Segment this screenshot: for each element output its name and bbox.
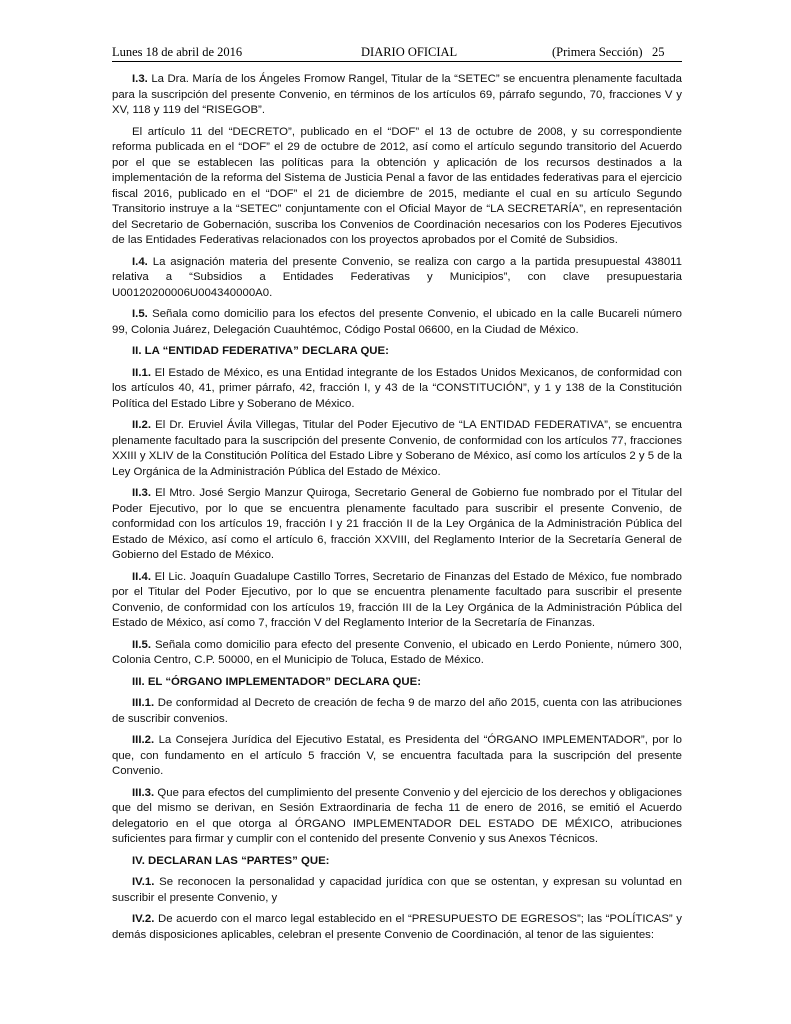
header-date: Lunes 18 de abril de 2016 bbox=[112, 45, 243, 59]
paragraph-label: I.4. bbox=[132, 255, 148, 268]
page-header bbox=[112, 42, 682, 62]
paragraph-iii-3 bbox=[112, 786, 682, 848]
paragraph-text: De conformidad al Decreto de creación de fecha 9 de marzo del año 2015, cuenta con las atribuciones de suscribir convenios. bbox=[112, 697, 682, 725]
paragraph-label: III.2. bbox=[132, 734, 155, 746]
paragraph-text: El Dr. Eruviel Ávila Villegas, Titular del Poder Ejecutivo de “LA ENTIDAD FEDERATIVA”, se encuentra plenamente facultado para la suscripción del presente Convenio, de conformidad con los artículos 77, fracciones XXIII y XLIV de la Constitución Política del Estado Libre y Soberano de México, así como los artículos 2 y 5 de la Ley Orgánica de la Administración Pública del Estado de México. bbox=[112, 419, 683, 478]
paragraph-ii-3 bbox=[112, 486, 682, 564]
paragraph-text: El Mtro. José Sergio Manzur Quiroga, Secretario General de Gobierno fue nombrado por el Titular del Poder Ejecutivo, por lo que se encuentra plenamente facultado para suscribir el presente Convenio, de conformidad con los artículos 19, fracción I y 21 fracción II de la Ley Orgánica de la Administración Pública del Estado de México, así como el artículo 6, fracción XXVIII, del Reglamento Interior de la Secretaría General de Gobierno del Estado de México. bbox=[112, 487, 682, 561]
paragraph-label: III.1. bbox=[132, 697, 155, 709]
paragraph-text: Que para efectos del cumplimiento del presente Convenio y del ejercicio de los derechos y obligaciones que del mismo se derivan, en Sesión Extraordinaria de fecha 11 de enero de 2016, se emitió el Acuerdo delegatorio en el que otorga al ÓRGANO IMPLEMENTADOR DEL ESTADO DE MÉXICO, atribuciones suficientes para firmar y cumplir con el contenido del presente Convenio y sus Anexos Técnicos. bbox=[112, 786, 682, 845]
paragraph-label: III.3. bbox=[132, 786, 155, 799]
paragraph-iii-1 bbox=[112, 696, 682, 727]
paragraph-ii-1 bbox=[112, 366, 682, 413]
paragraph-label: I.3. bbox=[132, 73, 148, 85]
paragraph-label: II.2. bbox=[132, 419, 151, 431]
paragraph-label: II.5. bbox=[132, 638, 151, 651]
paragraph-text: Señala como domicilio para los efectos del presente Convenio, el ubicado en la calle Bucareli número 99, Colonia Juárez, Delegación Cuauhtémoc, Código Postal 06600, en la Ciudad de México. bbox=[112, 308, 682, 336]
paragraph-label: IV.2. bbox=[132, 913, 155, 925]
paragraph-i-5 bbox=[112, 307, 682, 338]
header-page-number: 25 bbox=[652, 45, 665, 59]
paragraph-text: La Consejera Jurídica del Ejecutivo Estatal, es Presidenta del “ÓRGANO IMPLEMENTADOR”, por lo que, con fundamento en el artículo 5 fracción V, se encuentra facultada para la suscripción del presente Convenio. bbox=[112, 734, 682, 777]
section-heading-iii: III. EL “ÓRGANO IMPLEMENTADOR” DECLARA QUE: bbox=[132, 675, 421, 688]
paragraph-ii-2 bbox=[112, 418, 682, 480]
paragraph-text: La asignación materia del presente Convenio, se realiza con cargo a la partida presupuestal 438011 relativa a “Subsidios a Entidades Federativas y Municipios”, con clave presupuestaria U00120200006U004340000A0. bbox=[112, 255, 682, 299]
paragraph-text: El Lic. Joaquín Guadalupe Castillo Torres, Secretario de Finanzas del Estado de México, fue nombrado por el Titular del Poder Ejecutivo, por lo que se encuentra plenamente facultado para suscribir el presente Convenio, de conformidad con los artículos 19, fracción III de la Ley Orgánica de la Administración Pública del Estado de México, así como 7, fracción V del Reglamento Interior de la Secretaría de Finanzas. bbox=[112, 570, 683, 629]
paragraph-decreto bbox=[112, 125, 682, 249]
paragraph-iv-1 bbox=[112, 875, 682, 906]
paragraph-label: IV.1. bbox=[132, 876, 155, 888]
header-publication: DIARIO OFICIAL bbox=[361, 45, 458, 59]
paragraph-text: Se reconocen la personalidad y capacidad jurídica con que se ostentan, y expresan su voluntad en suscribir el presente Convenio, y bbox=[112, 876, 682, 904]
paragraph-iv-2 bbox=[112, 912, 682, 943]
paragraph-label: II.1. bbox=[132, 366, 151, 379]
paragraph-i-4 bbox=[112, 255, 682, 302]
paragraph-text: De acuerdo con el marco legal establecido en el “PRESUPUESTO DE EGRESOS”; las “POLÍTICAS” y demás disposiciones aplicables, celebran el presente Convenio de Coordinación, al tenor de las siguientes: bbox=[112, 913, 682, 941]
section-heading-iv: IV. DECLARAN LAS “PARTES” QUE: bbox=[132, 854, 330, 867]
paragraph-text: Señala como domicilio para efecto del presente Convenio, el ubicado en Lerdo Poniente, número 300, Colonia Centro, C.P. 50000, en el Municipio de Toluca, Estado de México. bbox=[112, 638, 682, 666]
paragraph-iii-2 bbox=[112, 733, 682, 780]
paragraph-i-3 bbox=[112, 72, 682, 119]
paragraph-text: El Estado de México, es una Entidad integrante de los Estados Unidos Mexicanos, de conformidad con los artículos 40, 41, primer párrafo, 42, fracción I, y 43 de la “CONSTITUCIÓN”, y 1 y 138 de la Constitución Política del Estado Libre y Soberano de México. bbox=[112, 366, 682, 410]
document-body bbox=[112, 72, 682, 949]
paragraph-ii-4 bbox=[112, 570, 682, 632]
paragraph-text: La Dra. María de los Ángeles Fromow Rangel, Titular de la “SETEC” se encuentra plenamente facultada para la suscripción del presente Convenio, en términos de los artículos 69, párrafo segundo, 70, fracciones V y XV, 118 y 119 del “RISEGOB”. bbox=[112, 73, 682, 116]
header-section: (Primera Sección) bbox=[552, 45, 643, 59]
paragraph-label: II.3. bbox=[132, 487, 151, 499]
section-heading-ii: II. LA “ENTIDAD FEDERATIVA” DECLARA QUE: bbox=[132, 345, 389, 357]
paragraph-label: I.5. bbox=[132, 308, 148, 320]
header-rule bbox=[112, 61, 682, 62]
paragraph-ii-5 bbox=[112, 638, 682, 669]
paragraph-text: El artículo 11 del “DECRETO”, publicado en el “DOF” el 13 de octubre de 2008, y su correspondiente reforma publicada en el “DOF” el 29 de octubre de 2012, así como el artículo segundo transitorio del Acuerdo por el que se establecen las políticas para la obtención y aplicación de los recursos destinados a la implementación de la reforma del Sistema de Justicia Penal a favor de las entidades federativas para el ejercicio fiscal 2016, publicado en el “DOF” el 21 de diciembre de 2015, mediante el cual en su artículo Segundo Transitorio instruye a la “SETEC” conjuntamente con el Oficial Mayor de “LA SECRETARÍA”, en representación del Secretario de Gobernación, suscriba los Convenios de Coordinación necesarios con los Poderes Ejecutivos de las Entidades Federativas relacionados con los proyectos aprobados por el Comité de Subsidios. bbox=[112, 125, 682, 246]
paragraph-label: II.4. bbox=[132, 570, 151, 583]
